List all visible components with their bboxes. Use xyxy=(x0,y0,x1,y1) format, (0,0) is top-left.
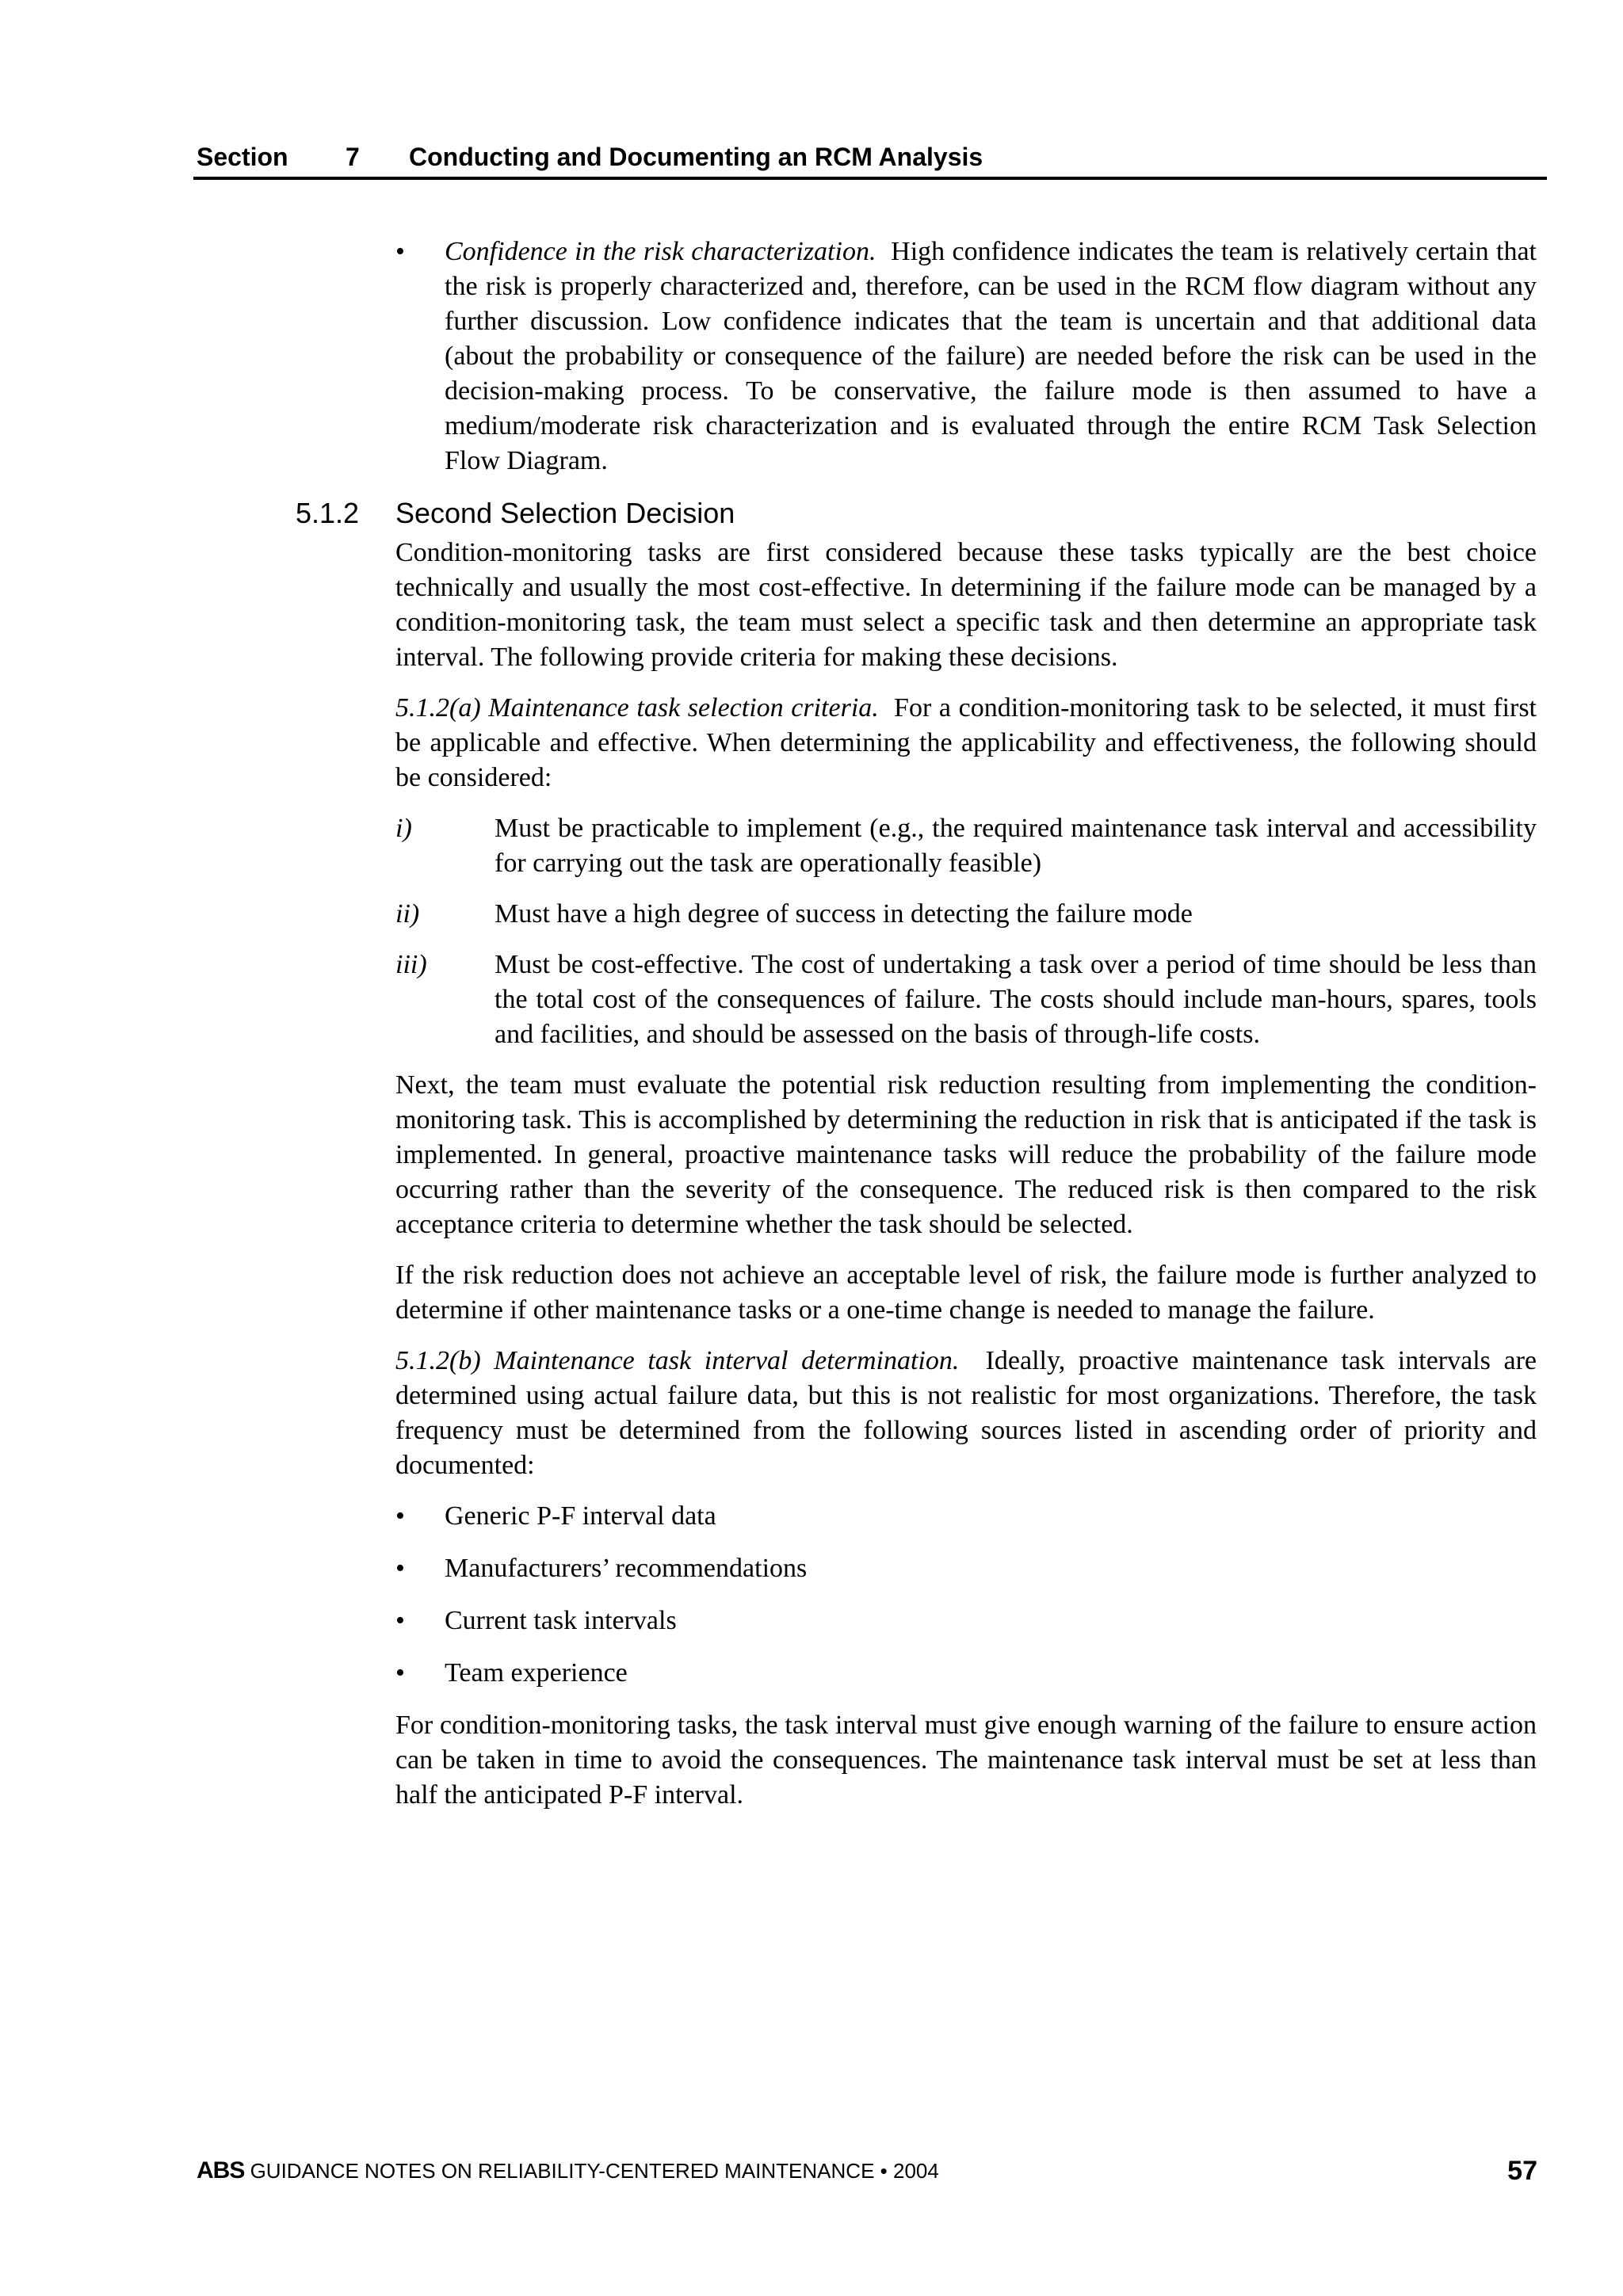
risk-reduction-paragraph: Next, the team must evaluate the potential risk reduction resulting from implementing the condition-monitoring task. This is accomplished by determining the reduction in risk that is anticipated if the task is implemented. In general, proactive maintenance tasks will reduce the probability of the failure mode occurring rather than the severity of the consequence. The reduced risk is then compared to the risk acceptance criteria to determine whether the task should be selected. xyxy=(395,1070,1537,1239)
source-text: Generic P-F interval data xyxy=(445,1501,716,1531)
bullet-icon: • xyxy=(395,1501,405,1531)
selection-criteria-paragraph xyxy=(395,691,1537,795)
criteria-item xyxy=(395,948,1537,1052)
confidence-bullet xyxy=(395,235,1537,479)
footer-year: 2004 xyxy=(893,2159,939,2183)
confidence-lead: Confidence in the risk characterization. xyxy=(445,237,876,266)
footer-separator: • xyxy=(880,2159,888,2183)
confidence-text: High confidence indicates the team is relatively certain that the risk is properly characterized and, therefore, can be used in the RCM flow diagram without any further discussion. Low confidence indicates that the team is uncertain and that additional data (about the probability or consequence of the failure) are needed before the risk can be used in the decision-making process. To be conservative, the failure mode is then assumed to have a medium/moderate risk characterization and is evaluated through the entire RCM Task Selection Flow Diagram. xyxy=(445,237,1537,475)
criteria-number: i) xyxy=(395,814,412,843)
header-section-title: Conducting and Documenting an RCM Analysis xyxy=(409,143,983,171)
section-heading-5-1-2 xyxy=(296,496,1537,531)
header-section-number: 7 xyxy=(346,143,360,171)
interval-determination-text: Ideally, proactive maintenance task intervals are determined using actual failure data, but this is not realistic for most organizations. Therefore, the task frequency must be determined from the following sources listed in ascending order of priority and documented: xyxy=(395,1346,1537,1480)
criteria-number: ii) xyxy=(395,899,420,929)
source-list-item xyxy=(395,1604,1537,1638)
criteria-item xyxy=(395,897,1537,932)
subheading-5-1-2-b: 5.1.2(b) Maintenance task interval determination. xyxy=(395,1346,960,1375)
document-body xyxy=(296,235,1537,1829)
bullet-icon: • xyxy=(395,1554,405,1583)
criteria-text: Must be cost-effective. The cost of undertaking a task over a period of time should be less than the total cost of the consequences of failure. The costs should include man-hours, spares, tools and facilities, and should be assessed on the basis of through-life costs. xyxy=(495,950,1537,1049)
bullet-icon: • xyxy=(395,1606,405,1635)
bullet-icon: • xyxy=(395,237,405,266)
section-title: Second Selection Decision xyxy=(395,497,735,529)
footer-brand: ABS xyxy=(197,2157,245,2183)
intro-paragraph: Condition-monitoring tasks are first considered because these tasks typically are the best choice technically and usually the most cost-effective. In determining if the failure mode can be managed by a condition-monitoring task, the team must select a specific task and then determine an appropriate task interval. The following provide criteria for making these decisions. xyxy=(395,538,1537,672)
section-number: 5.1.2 xyxy=(296,497,360,529)
final-paragraph: For condition-monitoring tasks, the task interval must give enough warning of the failure to ensure action can be taken in time to avoid the consequences. The maintenance task interval must be set at less than half the anticipated P-F interval. xyxy=(395,1711,1537,1810)
criteria-text: Must be practicable to implement (e.g., the required maintenance task interval and accessibility for carrying out the task are operationally feasible) xyxy=(495,814,1537,878)
criteria-number: iii) xyxy=(395,950,427,979)
source-list-item xyxy=(395,1499,1537,1534)
source-list-item xyxy=(395,1656,1537,1691)
criteria-item xyxy=(395,811,1537,881)
header-section-label: Section xyxy=(197,143,288,171)
page-number: 57 xyxy=(1507,2156,1537,2186)
source-text: Current task intervals xyxy=(445,1606,677,1635)
header-rule xyxy=(193,177,1547,180)
selection-criteria-text: For a condition-monitoring task to be selected, it must first be applicable and effective. When determining the applicability and effectiveness, the following should be considered: xyxy=(395,693,1537,792)
criteria-text: Must have a high degree of success in detecting the failure mode xyxy=(495,899,1193,929)
source-list-item xyxy=(395,1551,1537,1586)
interval-determination-paragraph xyxy=(395,1344,1537,1483)
source-text: Team experience xyxy=(445,1658,628,1688)
footer-title: GUIDANCE NOTES ON RELIABILITY-CENTERED MAINTENANCE xyxy=(250,2159,875,2183)
further-analysis-paragraph: If the risk reduction does not achieve an acceptable level of risk, the failure mode is further analyzed to determine if other maintenance tasks or a one-time change is needed to manage the failure. xyxy=(395,1261,1537,1325)
subheading-5-1-2-a: 5.1.2(a) Maintenance task selection criteria. xyxy=(395,693,879,723)
page-footer xyxy=(197,2155,1544,2187)
source-text: Manufacturers’ recommendations xyxy=(445,1554,808,1583)
bullet-icon: • xyxy=(395,1658,405,1688)
